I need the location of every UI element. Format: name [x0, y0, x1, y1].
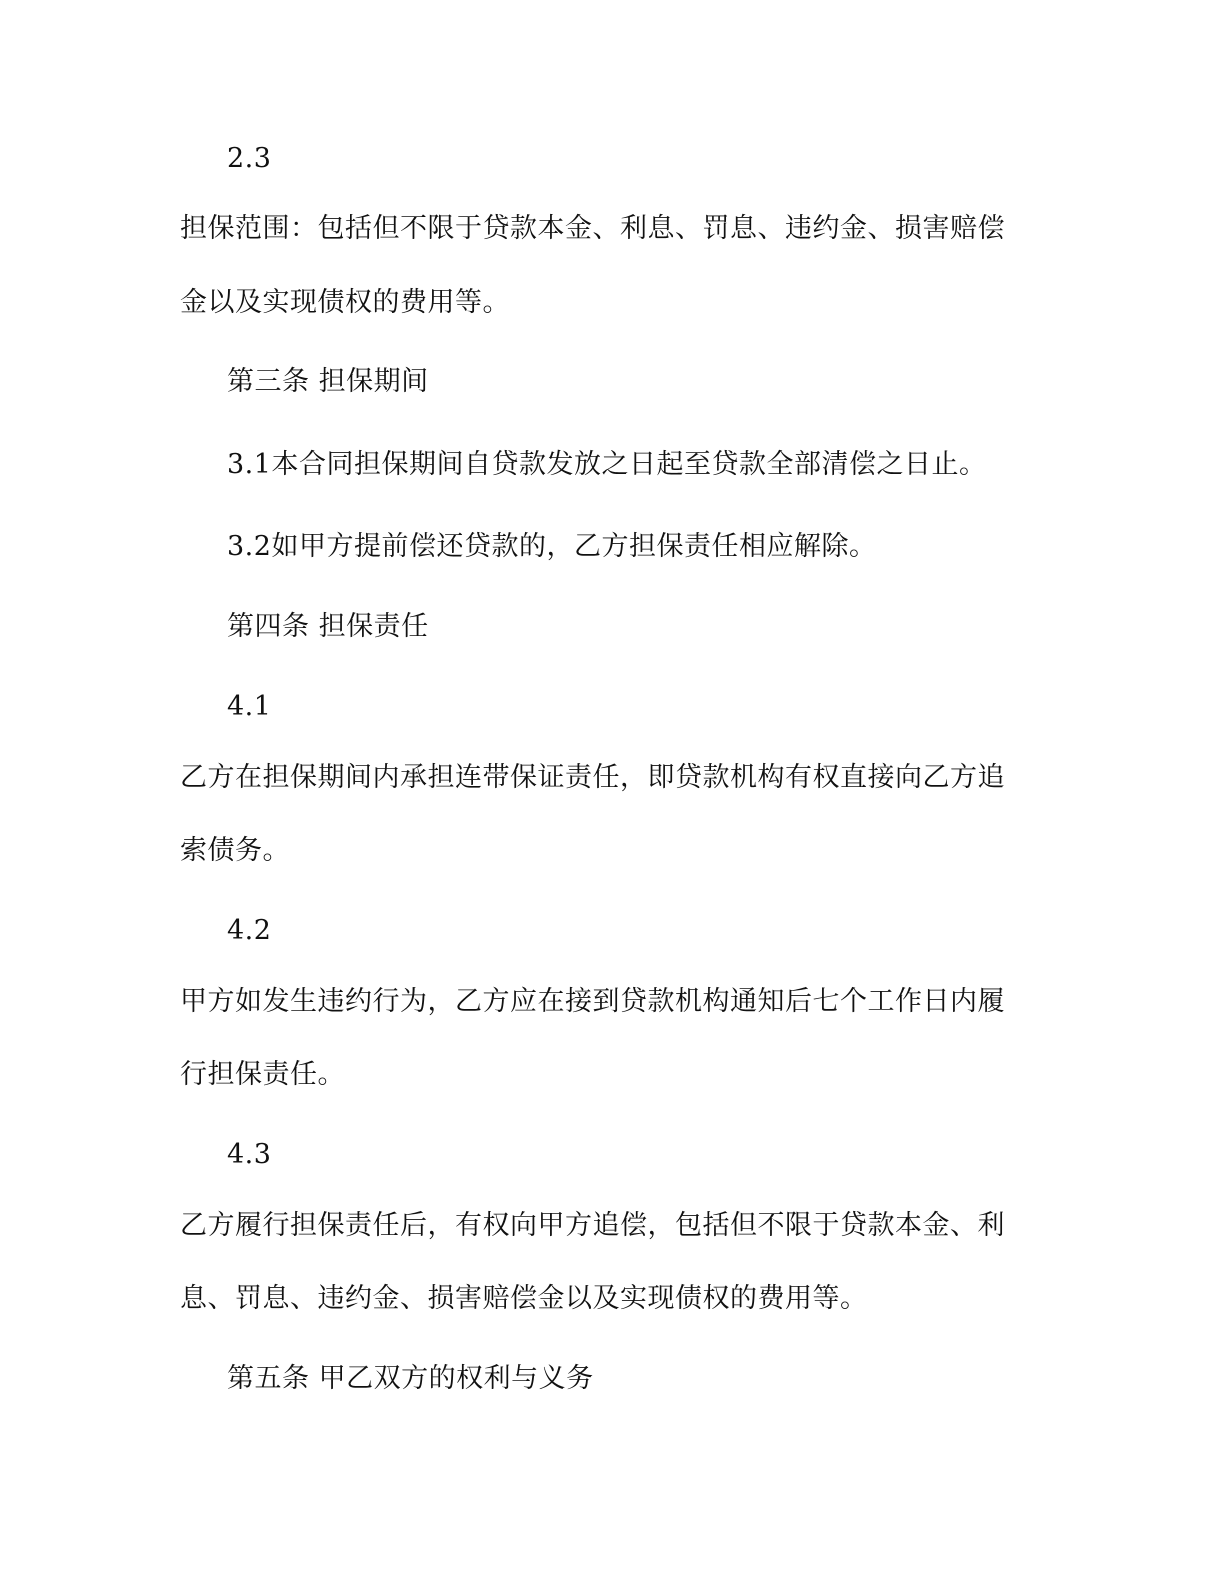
article-heading-3: 第三条 担保期间 — [227, 366, 429, 397]
article-heading-5: 第五条 甲乙双方的权利与义务 — [227, 1363, 594, 1394]
paragraph-line: 乙方履行担保责任后，有权向甲方追偿，包括但不限于贷款本金、利 — [180, 1210, 1005, 1241]
paragraph-line: 行担保责任。 — [180, 1059, 345, 1090]
paragraph-line: 3.1本合同担保期间自贷款发放之日起至贷款全部清偿之日止。 — [227, 449, 987, 480]
paragraph-line: 索债务。 — [180, 835, 290, 866]
paragraph-line: 甲方如发生违约行为，乙方应在接到贷款机构通知后七个工作日内履 — [180, 986, 1005, 1017]
paragraph-line: 3.2如甲方提前偿还贷款的，乙方担保责任相应解除。 — [227, 531, 877, 562]
clause-number-2-3: 2.3 — [227, 143, 272, 174]
clause-number-4-3: 4.3 — [227, 1139, 272, 1170]
article-heading-4: 第四条 担保责任 — [227, 611, 429, 642]
paragraph-line: 息、罚息、违约金、损害赔偿金以及实现债权的费用等。 — [180, 1283, 868, 1314]
clause-number-4-1: 4.1 — [227, 691, 272, 722]
paragraph-line: 担保范围：包括但不限于贷款本金、利息、罚息、违约金、损害赔偿 — [180, 213, 1005, 244]
paragraph-line: 乙方在担保期间内承担连带保证责任，即贷款机构有权直接向乙方追 — [180, 762, 1005, 793]
clause-number-4-2: 4.2 — [227, 915, 272, 946]
paragraph-line: 金以及实现债权的费用等。 — [180, 287, 510, 318]
